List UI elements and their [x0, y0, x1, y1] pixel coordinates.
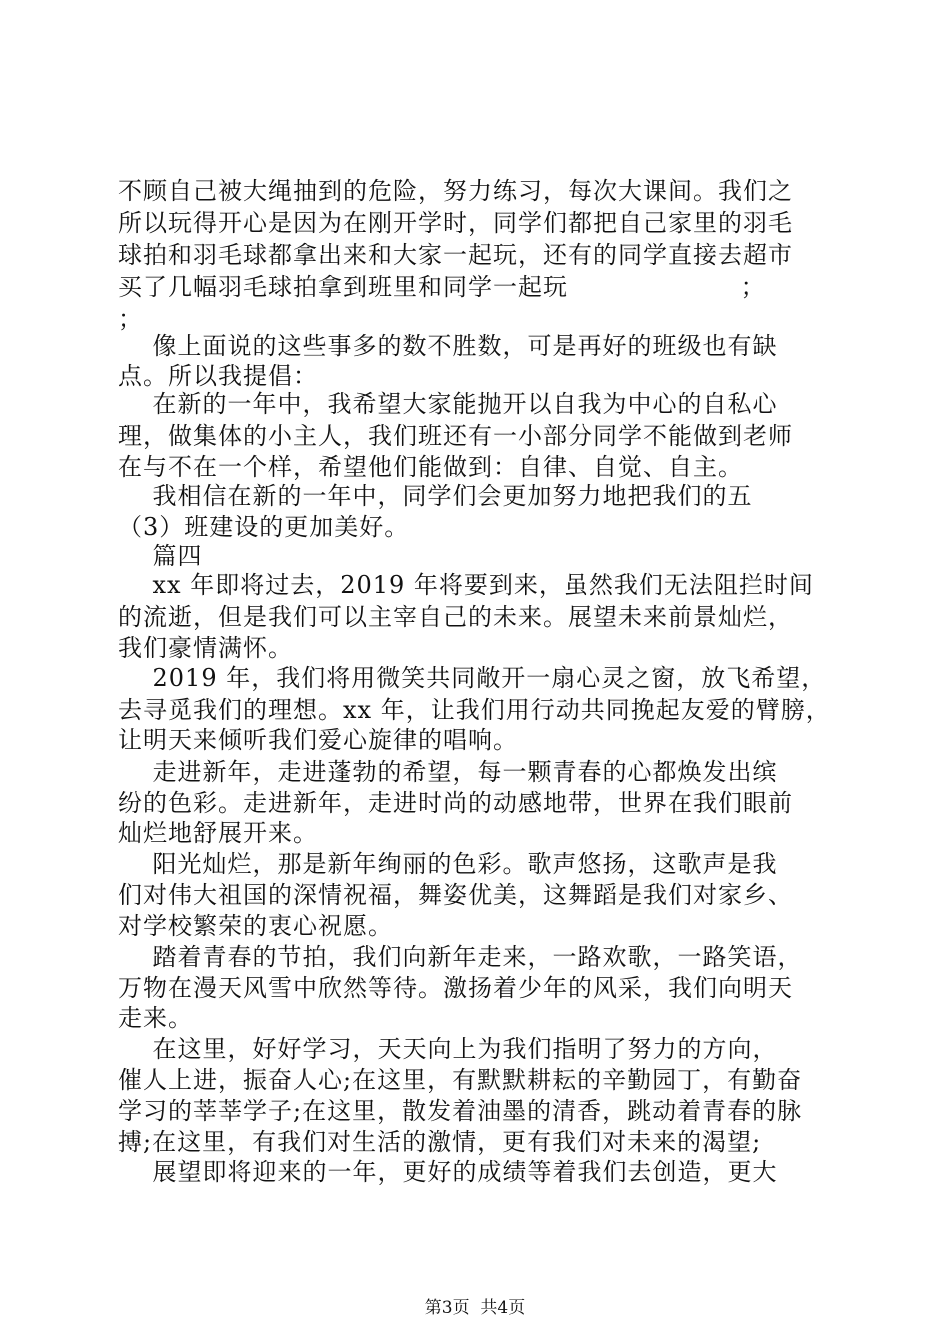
text-line: 学习的莘莘学子;在这里，散发着油墨的清香，跳动着青春的脉: [118, 1097, 803, 1125]
text-line: 去寻觅我们的理想。xx 年，让我们用行动共同挽起友爱的臂膀，: [118, 696, 831, 724]
text-line: xx 年即将过去，2019 年将要到来，虽然我们无法阻拦时间: [118, 571, 814, 599]
text-line: 我相信在新的一年中，同学们会更加努力地把我们的五: [118, 482, 753, 510]
section-heading: 篇四: [118, 542, 203, 570]
text-line: 走进新年，走进蓬勃的希望，每一颗青春的心都焕发出缤: [118, 758, 778, 786]
text-line: 对学校繁荣的衷心祝愿。: [118, 912, 393, 940]
text-line: 走来。: [118, 1004, 193, 1032]
text-line: 在新的一年中，我希望大家能抛开以自我为中心的自私心: [118, 390, 778, 418]
text-line: 所以玩得开心是因为在刚开学时，同学们都把自己家里的羽毛: [118, 209, 793, 237]
text-line: 在这里，好好学习，天天向上为我们指明了努力的方向，: [118, 1035, 778, 1063]
text-line: （3）班建设的更加美好。: [118, 513, 410, 541]
text-line: 万物在漫天风雪中欣然等待。激扬着少年的风采，我们向明天: [118, 974, 793, 1002]
text-line: 像上面说的这些事多的数不胜数，可是再好的班级也有缺: [118, 332, 778, 360]
text-line: ；: [118, 305, 143, 333]
text-line: 理，做集体的小主人，我们班还有一小部分同学不能做到老师: [118, 422, 793, 450]
text-line: 让明天来倾听我们爱心旋律的唱响。: [118, 726, 518, 754]
text-line: 展望即将迎来的一年，更好的成绩等着我们去创造，更大: [118, 1158, 778, 1186]
text-line: 2019 年，我们将用微笑共同敞开一扇心灵之窗，放飞希望，: [118, 664, 827, 692]
text-line: 不顾自己被大绳抽到的危险，努力练习，每次大课间。我们之: [118, 177, 793, 205]
text-line: 我们豪情满怀。: [118, 634, 293, 662]
text-line: 搏;在这里，有我们对生活的激情，更有我们对未来的渴望;: [118, 1128, 762, 1156]
text-line: 灿烂地舒展开来。: [118, 819, 318, 847]
text-line: 催人上进，振奋人心;在这里，有默默耕耘的辛勤园丁，有勤奋: [118, 1066, 803, 1094]
text-line: 的流逝，但是我们可以主宰自己的未来。展望未来前景灿烂，: [118, 603, 793, 631]
text-line: 纷的色彩。走进新年，走进时尚的动感地带，世界在我们眼前: [118, 789, 793, 817]
text-line: 买了几幅羽毛球拍拿到班里和同学一起玩 ；: [118, 273, 766, 301]
text-line: 们对伟大祖国的深情祝福，舞姿优美，这舞蹈是我们对家乡、: [118, 881, 793, 909]
text-line: 在与不在一个样，希望他们能做到：自律、自觉、自主。: [118, 453, 743, 481]
text-line: 点。所以我提倡：: [118, 362, 318, 390]
page-number-footer: 第3页 共4页: [424, 1298, 526, 1318]
text-line: 球拍和羽毛球都拿出来和大家一起玩，还有的同学直接去超市: [118, 241, 793, 269]
text-line: 踏着青春的节拍，我们向新年走来，一路欢歌，一路笑语，: [118, 943, 803, 971]
text-line: 阳光灿烂，那是新年绚丽的色彩。歌声悠扬，这歌声是我: [118, 850, 778, 878]
